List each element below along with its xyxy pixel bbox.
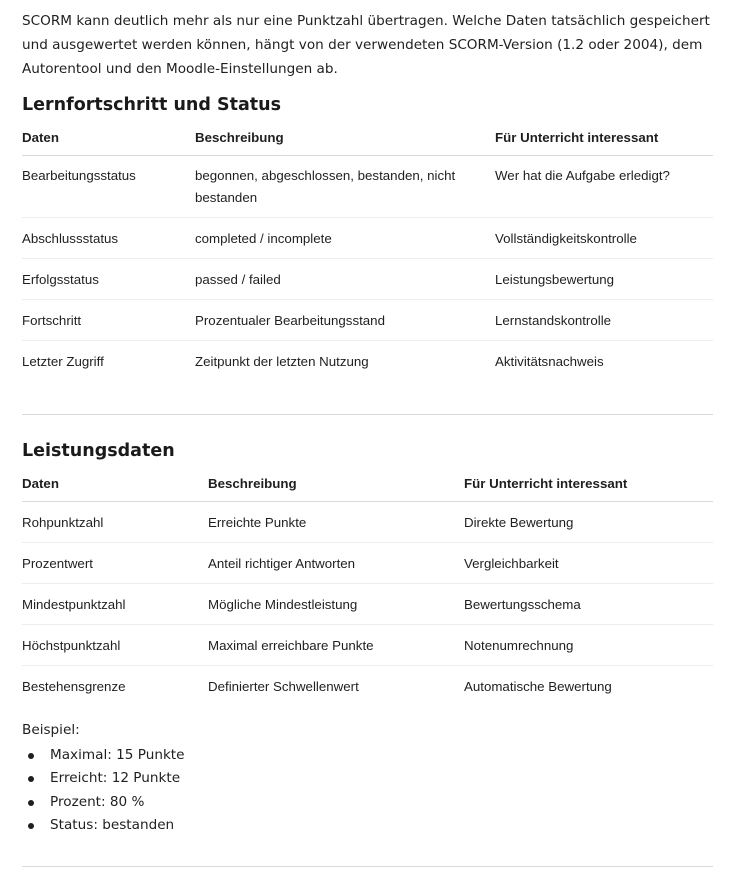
cell-daten: Höchstpunktzahl	[22, 625, 208, 666]
column-header-beschreibung: Beschreibung	[195, 126, 495, 156]
cell-unterricht: Vergleichbarkeit	[464, 543, 713, 584]
list-item: Erreicht: 12 Punkte	[22, 770, 185, 793]
cell-daten: Bearbeitungsstatus	[22, 156, 195, 218]
cell-unterricht: Wer hat die Aufgabe erledigt?	[495, 156, 713, 218]
column-header-unterricht: Für Unterricht interessant	[464, 472, 713, 502]
cell-daten: Letzter Zugriff	[22, 353, 104, 369]
table-row	[22, 666, 713, 707]
cell-beschreibung: Zeitpunkt der letzten Nutzung	[195, 353, 369, 369]
example-list	[22, 747, 185, 840]
table-row	[22, 341, 713, 382]
cell-daten: Mindestpunktzahl	[22, 584, 208, 625]
table-row	[22, 218, 713, 259]
cell-beschreibung: Definierter Schwellenwert	[208, 678, 359, 694]
cell-daten: Bestehensgrenze	[22, 678, 126, 694]
cell-beschreibung: passed / failed	[195, 259, 495, 300]
cell-unterricht: Notenumrechnung	[464, 625, 713, 666]
cell-unterricht: Automatische Bewertung	[464, 678, 612, 694]
cell-unterricht: Aktivitätsnachweis	[495, 353, 604, 369]
cell-unterricht: Lernstandskontrolle	[495, 300, 713, 341]
bullet-icon	[28, 776, 34, 782]
cell-beschreibung: Prozentualer Bearbeitungsstand	[195, 300, 495, 341]
table-header-row	[22, 126, 713, 156]
cell-beschreibung: Mögliche Mindestleistung	[208, 584, 464, 625]
list-item: Maximal: 15 Punkte	[22, 747, 185, 770]
table-leistungsdaten	[22, 472, 713, 706]
cell-beschreibung: Maximal erreichbare Punkte	[208, 625, 464, 666]
section-title-lernfortschritt: Lernfortschritt und Status	[22, 95, 281, 115]
column-header-beschreibung: Beschreibung	[208, 472, 464, 502]
table-row	[22, 625, 713, 666]
cell-daten: Abschlussstatus	[22, 218, 195, 259]
list-item: Prozent: 80 %	[22, 794, 185, 817]
cell-unterricht: Vollständigkeitskontrolle	[495, 218, 713, 259]
bullet-icon	[28, 823, 34, 829]
cell-beschreibung: Erreichte Punkte	[208, 502, 464, 543]
cell-beschreibung: completed / incomplete	[195, 218, 495, 259]
table-lernfortschritt	[22, 126, 713, 381]
cell-unterricht: Direkte Bewertung	[464, 502, 713, 543]
bullet-icon	[28, 753, 34, 759]
table-row	[22, 300, 713, 341]
table-row	[22, 543, 713, 584]
cell-daten: Erfolgsstatus	[22, 259, 195, 300]
column-header-unterricht: Für Unterricht interessant	[495, 126, 713, 156]
cell-beschreibung: begonnen, abgeschlossen, bestanden, nicht bestanden	[195, 156, 495, 218]
column-header-daten: Daten	[22, 126, 195, 156]
cell-unterricht: Bewertungsschema	[464, 584, 713, 625]
table-header-row	[22, 472, 713, 502]
cell-beschreibung: Anteil richtiger Antworten	[208, 543, 464, 584]
list-item: Status: bestanden	[22, 817, 185, 840]
table-row	[22, 259, 713, 300]
table-row	[22, 584, 713, 625]
cell-daten: Fortschritt	[22, 300, 195, 341]
table-row	[22, 156, 713, 218]
section-divider	[22, 414, 713, 415]
intro-paragraph: SCORM kann deutlich mehr als nur eine Punktzahl übertragen. Welche Daten tatsächlich gespeichert und ausgewertet werden können, hängt von der verwendeten SCORM-Version (1.2 oder 2004), dem Autorentool und den Moodle-Einstellungen ab.	[22, 13, 710, 77]
bullet-icon	[28, 800, 34, 806]
cell-unterricht: Leistungsbewertung	[495, 259, 713, 300]
cell-daten: Prozentwert	[22, 543, 208, 584]
example-label: Beispiel:	[22, 722, 80, 738]
cell-daten: Rohpunktzahl	[22, 502, 208, 543]
table-row	[22, 502, 713, 543]
section-divider	[22, 866, 713, 867]
column-header-daten: Daten	[22, 472, 208, 502]
section-title-leistungsdaten: Leistungsdaten	[22, 441, 175, 461]
